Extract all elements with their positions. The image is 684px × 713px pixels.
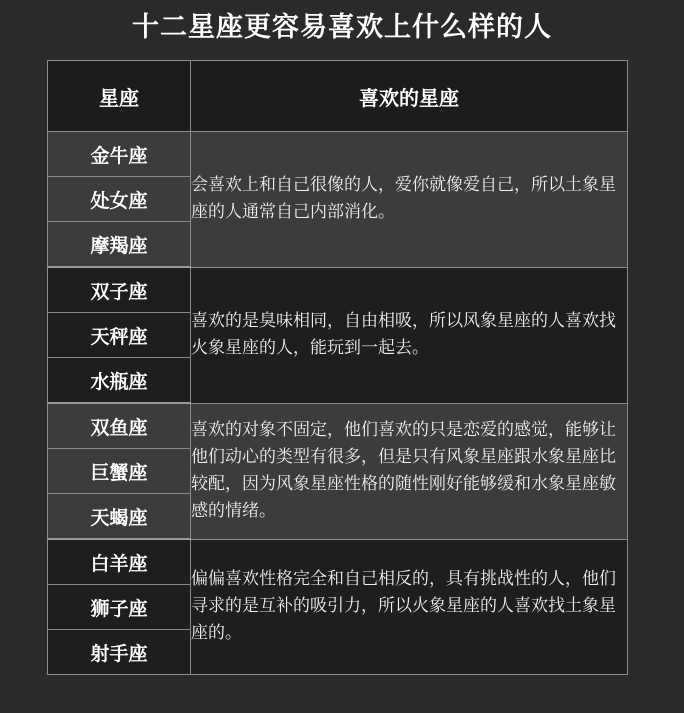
zodiac-table [47, 60, 628, 675]
sign-cell: 双鱼座 [48, 403, 191, 449]
table-header-row [48, 61, 628, 132]
description-cell: 偏偏喜欢性格完全和自己相反的，具有挑战性的人，他们寻求的是互补的吸引力，所以火象星座的人喜欢找土象星座的。 [191, 539, 628, 675]
sign-cell: 狮子座 [48, 585, 191, 630]
description-cell: 会喜欢上和自己很像的人，爱你就像爱自己，所以土象星座的人通常自己内部消化。 [191, 132, 628, 268]
sign-cell: 天蝎座 [48, 494, 191, 540]
table-row [48, 132, 628, 177]
page-title: 十二星座更容易喜欢上什么样的人 [132, 12, 552, 43]
sign-cell: 白羊座 [48, 539, 191, 585]
column-header-sign: 星座 [48, 61, 191, 132]
sign-cell: 天秤座 [48, 313, 191, 358]
description-cell: 喜欢的对象不固定，他们喜欢的只是恋爱的感觉，能够让他们动心的类型有很多，但是只有风象星座跟水象星座比较配，因为风象星座性格的随性刚好能够缓和水象星座敏感的情绪。 [191, 403, 628, 539]
column-header-liked-sign: 喜欢的星座 [191, 61, 628, 132]
sign-cell: 双子座 [48, 267, 191, 313]
sign-cell: 射手座 [48, 630, 191, 675]
table-row [48, 267, 628, 313]
table-row [48, 539, 628, 585]
table-row [48, 403, 628, 449]
sign-cell: 处女座 [48, 177, 191, 222]
description-cell: 喜欢的是臭味相同，自由相吸，所以风象星座的人喜欢找火象星座的人，能玩到一起去。 [191, 267, 628, 403]
sign-cell: 摩羯座 [48, 222, 191, 268]
sign-cell: 巨蟹座 [48, 449, 191, 494]
sign-cell: 水瓶座 [48, 358, 191, 404]
sign-cell: 金牛座 [48, 132, 191, 177]
